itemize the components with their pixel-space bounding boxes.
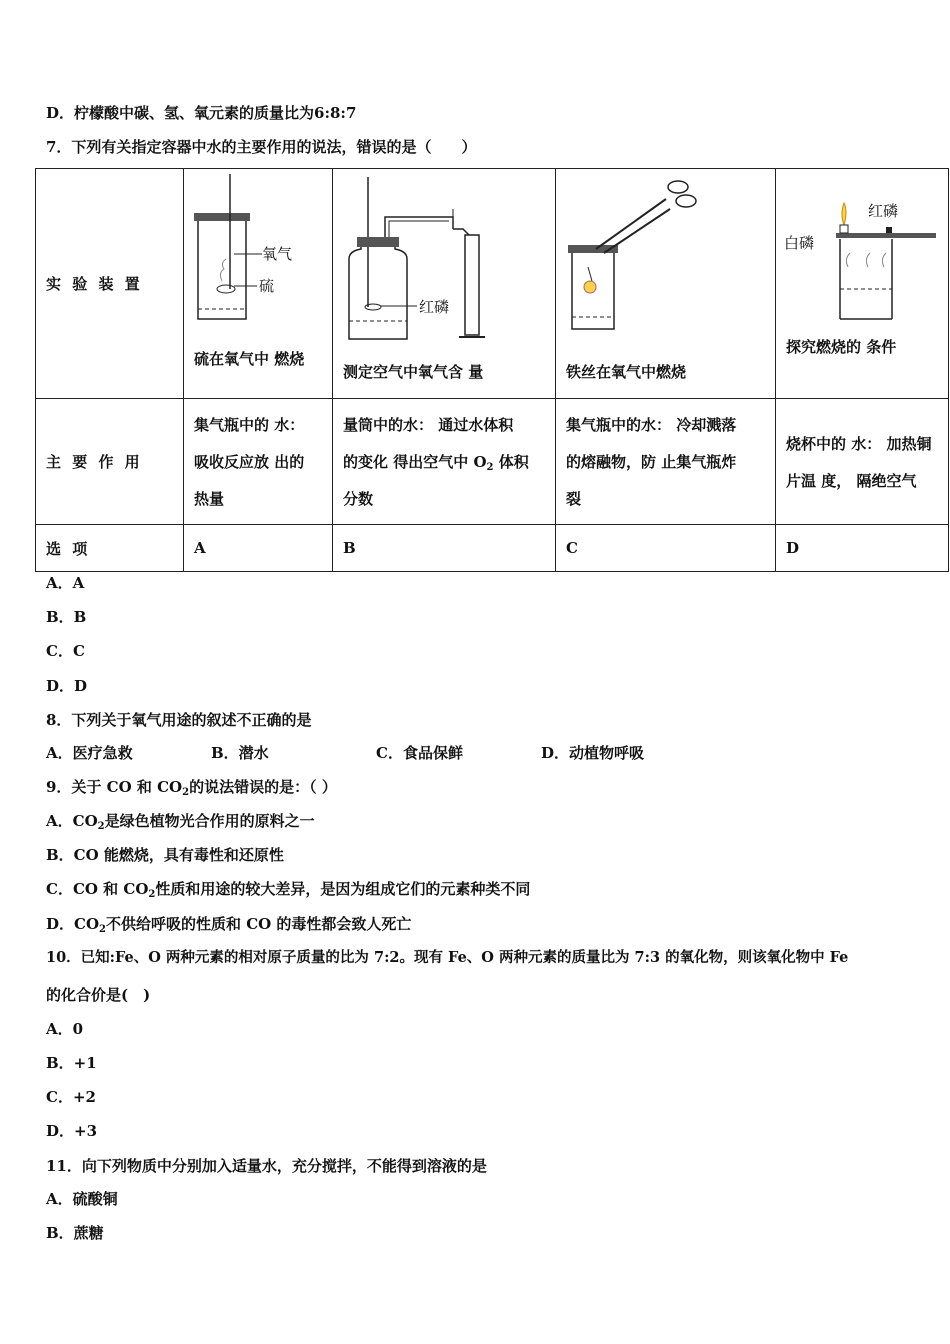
q9-a-pre: A．CO bbox=[46, 812, 98, 830]
iron-burning-diagram bbox=[556, 169, 775, 339]
q8-option-b: B．潜水 bbox=[211, 744, 269, 762]
q9-option-a bbox=[46, 811, 315, 831]
q9-stem-b: 的说法错误的是：（ ） bbox=[189, 778, 337, 796]
q6-option-d: D．柠檬酸中碳、氢、氧元素的质量比为6:8:7 bbox=[46, 104, 357, 122]
q9-stem-a: 9．关于 CO 和 CO bbox=[46, 778, 183, 796]
label-white-phosphorus: 白磷 bbox=[784, 234, 815, 252]
caption-a: 硫在氧气中 燃烧 bbox=[194, 350, 305, 368]
letter-a: A bbox=[184, 525, 333, 572]
role-b-line2 bbox=[343, 444, 547, 481]
role-b-line2-text: 的变化 得出空气中 O bbox=[343, 453, 487, 471]
letter-c: C bbox=[556, 525, 776, 572]
label-sulfur: 硫 bbox=[259, 277, 275, 295]
role-d bbox=[776, 399, 949, 525]
q10-option-d: D．+3 bbox=[46, 1122, 98, 1140]
role-c-line2: 的熔融物，防 止集气瓶炸 bbox=[566, 453, 737, 471]
apparatus-d-cell bbox=[776, 169, 949, 399]
row-label-apparatus: 实 验 装 置 bbox=[36, 169, 184, 399]
row-label-role: 主 要 作 用 bbox=[36, 399, 184, 525]
role-d-line2: 片温 度， 隔绝空气 bbox=[786, 471, 917, 490]
q9-a-post: 是绿色植物光合作用的原料之一 bbox=[104, 812, 315, 830]
q7-stem: 7．下列有关指定容器中水的主要作用的说法，错误的是（ ） bbox=[46, 138, 477, 156]
q7-option-c: C．C bbox=[46, 642, 85, 660]
combustion-conditions-diagram bbox=[776, 169, 950, 339]
q7-option-d: D．D bbox=[46, 677, 88, 695]
q9-c-pre: C．CO 和 CO bbox=[46, 880, 149, 898]
role-b-line2-end: 体积 bbox=[493, 453, 529, 471]
q9-option-c bbox=[46, 879, 530, 899]
role-b-sub: 2 bbox=[486, 462, 494, 473]
q10-stem-line2: 的化合价是( ) bbox=[46, 986, 151, 1004]
q9-c-post: 性质和用途的较大差异，是因为组成它们的元素种类不同 bbox=[155, 880, 531, 898]
role-c bbox=[556, 399, 776, 525]
q11-option-a: A．硫酸铜 bbox=[46, 1190, 118, 1208]
apparatus-a-cell bbox=[184, 169, 333, 399]
q9-stem-sub: 2 bbox=[182, 787, 190, 798]
role-a-line2: 吸收反应放 出的 bbox=[194, 453, 305, 471]
q8-stem: 8．下列关于氧气用途的叙述不正确的是 bbox=[46, 711, 312, 729]
label-red-phosphorus-d: 红磷 bbox=[868, 202, 899, 220]
role-b-line3: 分数 bbox=[343, 490, 374, 508]
q10-stem-line1: 10．已知:Fe、O 两种元素的相对原子质量的比为 7:2。现有 Fe、O 两种元素的质量比为 7:3 的氧化物，则该氧化物中 Fe bbox=[46, 949, 849, 966]
caption-c: 铁丝在氧气中燃烧 bbox=[566, 363, 687, 381]
q8-option-c: C．食品保鲜 bbox=[376, 744, 463, 762]
label-red-phosphorus-b: 红磷 bbox=[419, 298, 450, 316]
row-label-option: 选 项 bbox=[36, 525, 184, 572]
q9-stem bbox=[46, 777, 337, 797]
label-oxygen: 氧气 bbox=[262, 245, 293, 263]
q9-d-post: 不供给呼吸的性质和 CO 的毒性都会致人死亡 bbox=[105, 915, 412, 933]
q11-stem: 11．向下列物质中分别加入适量水，充分搅拌，不能得到溶液的是 bbox=[46, 1157, 487, 1175]
q9-option-d bbox=[46, 914, 411, 934]
q7-option-a: A．A bbox=[46, 574, 85, 592]
q9-d-sub: 2 bbox=[99, 924, 106, 935]
q8-option-d: D．动植物呼吸 bbox=[541, 744, 645, 762]
caption-d: 探究燃烧的 条件 bbox=[786, 338, 897, 356]
role-a-line3: 热量 bbox=[194, 490, 225, 508]
q10-option-b: B．+1 bbox=[46, 1054, 97, 1072]
role-b-line1: 量筒中的水： 通过水体积 bbox=[343, 416, 514, 434]
q10-option-c: C．+2 bbox=[46, 1088, 96, 1106]
letter-d: D bbox=[776, 525, 949, 572]
q11-option-b: B．蔗糖 bbox=[46, 1224, 104, 1242]
q7-option-b: B．B bbox=[46, 608, 87, 626]
role-c-line3: 裂 bbox=[566, 490, 582, 508]
apparatus-c-cell bbox=[556, 169, 776, 399]
caption-b: 测定空气中氧气含 量 bbox=[343, 363, 484, 381]
role-a bbox=[184, 399, 333, 525]
oxygen-measurement-diagram bbox=[333, 169, 555, 349]
q10-option-a: A．0 bbox=[46, 1020, 84, 1038]
apparatus-b-cell bbox=[333, 169, 556, 399]
sulfur-burning-diagram bbox=[184, 169, 332, 339]
role-a-line1: 集气瓶中的 水： bbox=[194, 416, 305, 434]
q7-table bbox=[35, 168, 949, 572]
q9-d-pre: D．CO bbox=[46, 915, 100, 933]
role-d-line1: 烧杯中的 水： 加热铜 bbox=[786, 434, 932, 453]
q9-option-b: B．CO 能燃烧，具有毒性和还原性 bbox=[46, 846, 284, 864]
q9-c-sub: 2 bbox=[148, 889, 156, 900]
role-b bbox=[333, 399, 556, 525]
q9-a-sub: 2 bbox=[97, 821, 105, 832]
q8-option-a: A．医疗急救 bbox=[46, 744, 133, 762]
letter-b: B bbox=[333, 525, 556, 572]
role-c-line1: 集气瓶中的水： 冷却溅落 bbox=[566, 416, 737, 434]
